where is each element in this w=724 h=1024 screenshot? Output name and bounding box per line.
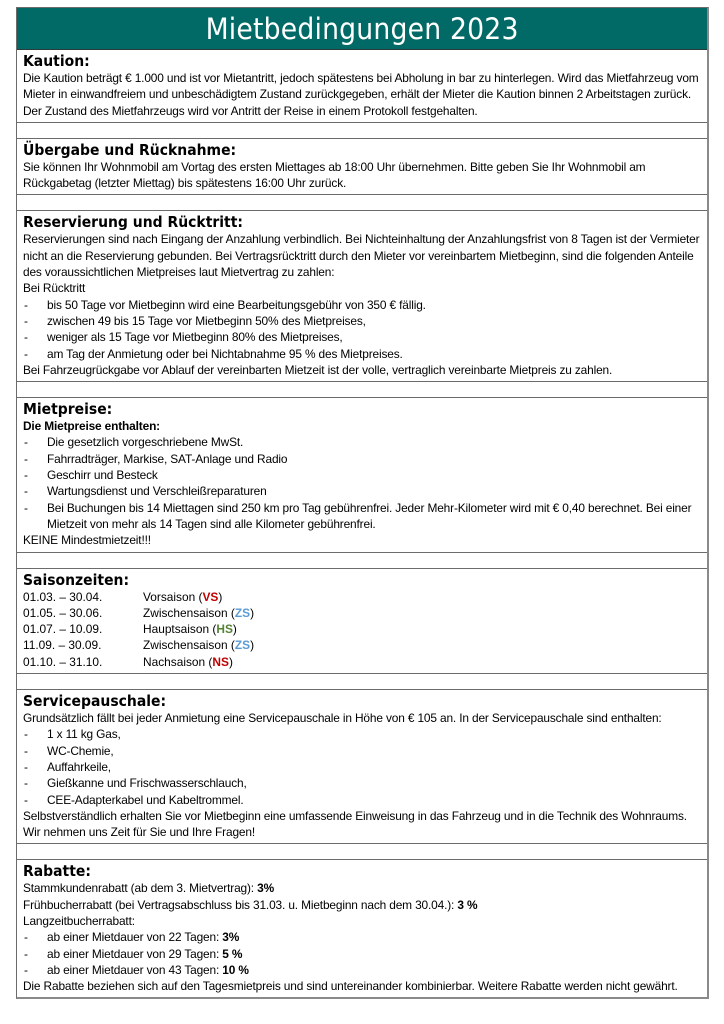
section-footer: Die Rabatte beziehen sich auf den Tagesmietpreis und sind untereinander kombinierbar. Weitere Rabatte werden nicht gewährt.	[23, 979, 678, 994]
dash-bullet: -	[24, 484, 28, 499]
season-code: ZS	[234, 605, 251, 620]
dash-bullet: -	[24, 451, 28, 466]
section-text: Die Kaution beträgt € 1.000 und ist vor Mietantritt, jedoch spätestens bei Abholung in bar zu hinterlegen. Wird das Mietfahrzeug vom Mieter in einwandfreiem und unbeschädigtem Zustand zurückgegeben, erhält der Mieter die Kaution binnen 2 Arbeitstagen zurück. Der Zustand des Mietfahrzeugs wird vor Antritt der Reise in einem Protokoll festgehalten.	[23, 71, 699, 118]
dash-bullet: -	[24, 962, 28, 977]
document-header	[17, 8, 707, 50]
list-item-text: WC-Chemie,	[47, 743, 114, 758]
list-item	[23, 726, 701, 742]
section-saisonzeiten	[17, 569, 707, 674]
list-item-text	[47, 929, 701, 945]
discount-label: Frühbucherrabatt (bei Vertragsabschluss bis 31.03. u. Mietbeginn nach dem 30.04.):	[23, 897, 458, 912]
section-subheading: Die Mietpreise enthalten:	[23, 419, 160, 434]
list-item-text: weniger als 15 Tage vor Mietbeginn 80% des Mietpreises,	[47, 330, 343, 345]
season-name	[143, 621, 237, 637]
dash-bullet: -	[24, 346, 28, 361]
season-dates: 11.09. – 30.09.	[23, 638, 102, 653]
season-code: ZS	[234, 638, 251, 653]
discount-value: 3%	[257, 881, 274, 896]
season-name	[143, 605, 254, 621]
section-footer: KEINE Mindestmietzeit!!!	[23, 533, 151, 548]
list-item	[23, 500, 701, 533]
season-dates: 01.07. – 10.09.	[23, 622, 103, 637]
season-row	[23, 605, 701, 621]
list-item-text: CEE-Adapterkabel und Kabeltrommel.	[47, 792, 244, 807]
section-mietpreise	[17, 398, 707, 552]
list-item-text: bis 50 Tage vor Mietbeginn wird eine Bearbeitungsgebühr von 350 € fällig.	[47, 297, 426, 312]
section-servicepauschale	[17, 690, 707, 844]
season-dates: 01.05. – 30.06.	[23, 605, 103, 620]
season-name	[143, 654, 233, 670]
list-item	[23, 929, 701, 945]
discount-long-term-label: Langzeitbucherrabatt:	[23, 913, 135, 928]
section-spacer	[17, 844, 707, 860]
section-spacer	[17, 674, 707, 690]
discount-early-booking	[23, 897, 701, 913]
list-item	[23, 434, 701, 450]
document-title: Mietbedingungen 2023	[205, 11, 519, 46]
season-name	[143, 589, 222, 605]
section-spacer	[17, 195, 707, 211]
dash-bullet: -	[24, 946, 28, 961]
section-heading: Mietpreise:	[23, 400, 113, 419]
dash-bullet: -	[24, 330, 28, 345]
discount-value: 3%	[222, 930, 240, 945]
season-row	[23, 621, 701, 637]
dash-bullet: -	[24, 468, 28, 483]
dash-bullet: -	[24, 313, 28, 328]
discount-label: ab einer Mietdauer von 43 Tagen:	[47, 962, 223, 977]
dash-bullet: -	[24, 435, 28, 450]
list-item	[23, 743, 701, 759]
discount-label: ab einer Mietdauer von 22 Tagen:	[47, 930, 223, 945]
list-item-text: Wartungsdienst und Verschleißreparaturen	[47, 484, 267, 499]
rental-conditions-document	[16, 7, 709, 999]
season-label: Hauptsaison (	[143, 622, 217, 637]
season-paren: )	[232, 622, 237, 637]
season-paren: )	[218, 589, 223, 604]
list-item	[23, 792, 701, 808]
discount-value: 5 %	[222, 946, 243, 961]
season-row	[23, 654, 701, 670]
section-rabatte	[17, 860, 707, 997]
season-dates: 01.10. – 31.10.	[23, 654, 103, 669]
list-item-text: Auffahrkeile,	[47, 759, 111, 774]
section-text: Grundsätzlich fällt bei jeder Anmietung eine Servicepauschale in Höhe von € 105 an. In der Servicepauschale sind enthalten:	[23, 711, 662, 726]
list-item	[23, 483, 701, 499]
season-label: Vorsaison (	[143, 589, 203, 604]
list-item-text: Bei Buchungen bis 14 Miettagen sind 250 km pro Tag gebührenfrei. Jeder Mehr-Kilometer wird mit € 0,40 berechnet. Bei einer Mietzeit von mehr als 14 Tagen sind alle Kilometer gebührenfrei.	[47, 500, 692, 531]
list-item-text: Die gesetzlich vorgeschriebene MwSt.	[47, 435, 244, 450]
list-item	[23, 297, 701, 313]
season-dates: 01.03. – 30.04.	[23, 589, 103, 604]
cancellation-intro: Bei Rücktritt	[23, 281, 86, 296]
season-label: Zwischensaison (	[143, 605, 235, 620]
dash-bullet: -	[24, 727, 28, 742]
section-kaution	[17, 50, 707, 123]
list-item	[23, 313, 701, 329]
season-row	[23, 589, 701, 605]
list-item-text: am Tag der Anmietung oder bei Nichtabnahme 95 % des Mietpreises.	[47, 346, 403, 361]
dash-bullet: -	[24, 500, 28, 515]
list-item-text	[47, 946, 701, 962]
section-heading: Rabatte:	[23, 862, 91, 881]
list-item-text	[47, 962, 701, 978]
list-item	[23, 962, 701, 978]
section-footer: Selbstverständlich erhalten Sie vor Mietbeginn eine umfassende Einweisung in das Fahrzeug und in die Technik des Wohnraums. Wir nehmen uns Zeit für Sie und Ihre Fragen!	[23, 808, 687, 840]
season-paren: )	[250, 605, 255, 620]
section-heading: Reservierung und Rücktritt:	[23, 213, 243, 232]
section-text: Sie können Ihr Wohnmobil am Vortag des ersten Miettages ab 18:00 Uhr übernehmen. Bitte geben Sie Ihr Wohnmobil am Rückgabetag (letzter Miettag) bis spätestens 16:00 Uhr zurück.	[23, 159, 646, 191]
list-item-text: Gießkanne und Frischwasserschlauch,	[47, 776, 247, 791]
list-item	[23, 329, 701, 345]
list-item	[23, 346, 701, 362]
list-item	[23, 775, 701, 791]
list-item	[23, 451, 701, 467]
section-spacer	[17, 382, 707, 398]
list-item	[23, 759, 701, 775]
section-heading: Kaution:	[23, 52, 90, 70]
season-label: Nachsaison (	[143, 654, 213, 669]
dash-bullet: -	[24, 792, 28, 807]
list-item	[23, 467, 701, 483]
discount-value: 10 %	[222, 962, 249, 977]
list-item-text: 1 x 11 kg Gas,	[47, 727, 121, 742]
season-code: NS	[212, 654, 229, 669]
section-heading: Übergabe und Rücknahme:	[23, 140, 237, 159]
discount-value: 3 %	[457, 897, 478, 912]
list-item-text: Fahrradträger, Markise, SAT-Anlage und Radio	[47, 451, 288, 466]
section-text: Reservierungen sind nach Eingang der Anzahlung verbindlich. Bei Nichteinhaltung der Anzahlungsfrist von 8 Tagen ist der Vermieter nicht an die Reservierung gebunden. Bei Vertragsrücktritt durch den Mieter vor vereinbartem Mietbeginn, sind die folgenden Anteile des voraussichtlichen Mietpreises laut Mietvertrag zu zahlen:	[23, 232, 700, 280]
season-paren: )	[250, 638, 255, 653]
section-footer: Bei Fahrzeugrückgabe vor Ablauf der vereinbarten Mietzeit ist der volle, vertraglich vereinbarte Mietpreis zu zahlen.	[23, 362, 613, 377]
dash-bullet: -	[24, 297, 28, 312]
section-spacer	[17, 123, 707, 139]
dash-bullet: -	[24, 759, 28, 774]
season-row	[23, 637, 701, 653]
list-item-text: zwischen 49 bis 15 Tage vor Mietbeginn 50% des Mietpreises,	[47, 313, 366, 328]
dash-bullet: -	[24, 743, 28, 758]
list-item	[23, 946, 701, 962]
season-paren: )	[228, 654, 233, 669]
section-spacer	[17, 553, 707, 569]
season-code: HS	[216, 622, 233, 637]
season-name	[143, 637, 254, 653]
section-reservierung	[17, 211, 707, 382]
section-heading: Saisonzeiten:	[23, 570, 130, 589]
season-label: Zwischensaison (	[143, 638, 235, 653]
dash-bullet: -	[24, 930, 28, 945]
section-uebergabe	[17, 139, 707, 196]
discount-label: Stammkundenrabatt (ab dem 3. Mietvertrag):	[23, 881, 258, 896]
section-heading: Servicepauschale:	[23, 692, 167, 711]
discount-label: ab einer Mietdauer von 29 Tagen:	[47, 946, 223, 961]
dash-bullet: -	[24, 776, 28, 791]
season-code: VS	[202, 589, 219, 604]
discount-regular-customer	[23, 880, 701, 896]
list-item-text: Geschirr und Besteck	[47, 468, 158, 483]
